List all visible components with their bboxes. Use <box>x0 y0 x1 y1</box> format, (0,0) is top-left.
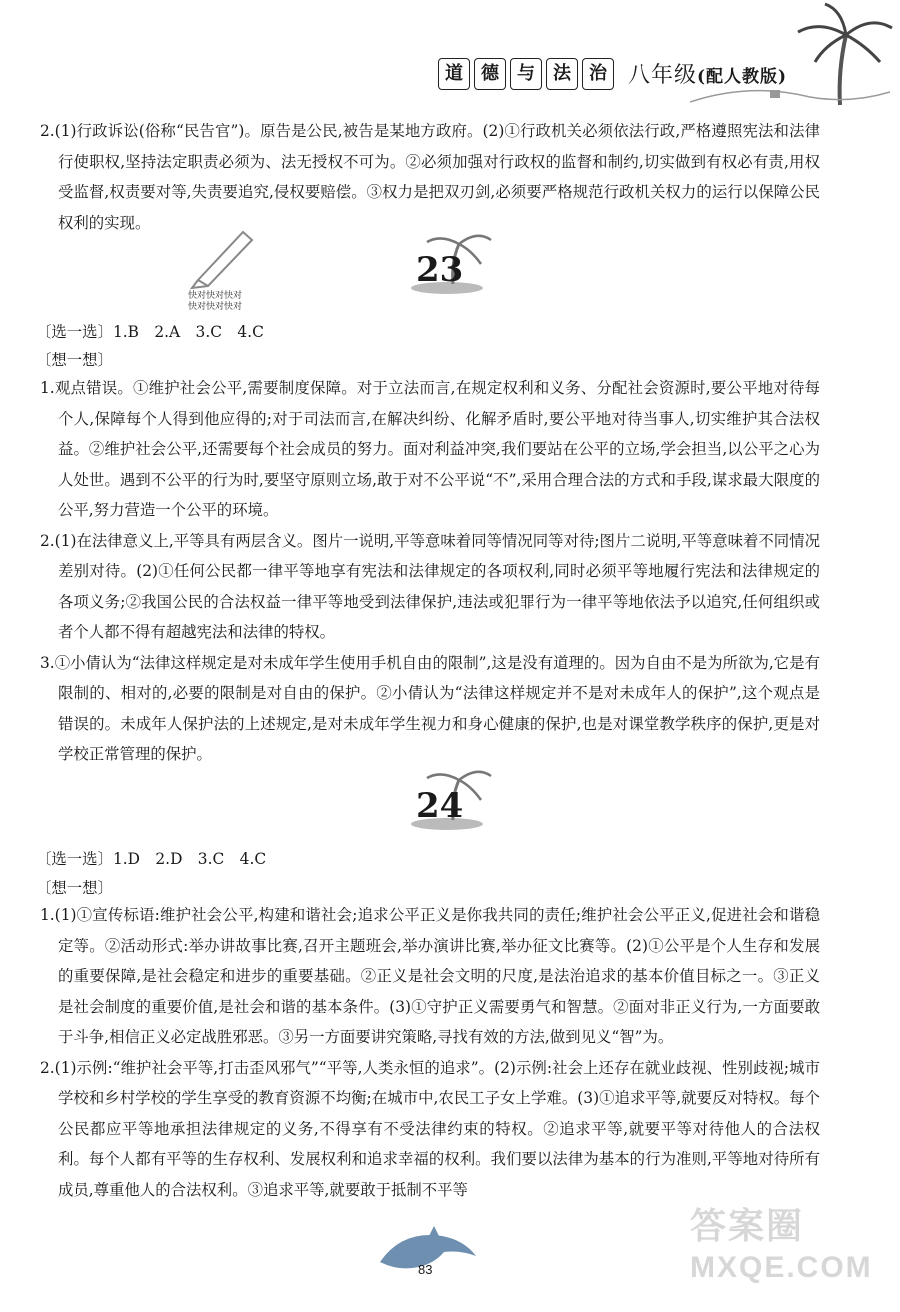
choose-answers: 1.D 2.D 3.C 4.C <box>112 850 267 868</box>
subject-char: 治 <box>582 58 614 90</box>
answer-text: 1.观点错误。①维护社会公平,需要制度保障。对于立法而言,在规定权利和义务、分配社会资源时,要公平地对待每个人,保障每个人得到他应得的;对于司法而言,在解决纠纷、化解矛盾时,要公平地对待当事人,切实维护其合法权益。②维护社会公平,还需要每个社会成员的努力。面对利益冲突,我们要站在公平的立场,学会担当,以公平之心为人处世。遇到不公平的行为时,要坚守原则立场,敢于对不公平说“不”,采用合理合法的方式和手段,谋求最大限度的公平,努力营造一个公平的环境。 <box>40 379 820 519</box>
think-label-23: 〔想一想〕 <box>36 351 113 369</box>
page-number: 83 <box>418 1262 433 1277</box>
answer-text: 2.(1)在法律意义上,平等具有两层含义。图片一说明,平等意味着同等情况同等对待;图片二说明,平等意味着不同情况差别对待。(2)①任何公民都一律平等地享有宪法和法律规定的各项权利,同时必须平等地履行宪法和法律规定的各项义务;②我国公民的合法权益一律平等地受到法律保护,违法或犯罪行为一律平等地依法予以追究,任何组织或者个人都不得有超越宪法和法律的特权。 <box>40 531 820 641</box>
answer-text: 3.①小倩认为“法律这样规定是对未成年学生使用手机自由的限制”,这是没有道理的。因为自由不是为所欲为,它是有限制的、相对的,必要的限制是对自由的保护。②小倩认为“法律这样规定并不是对未成年人的保护”,这个观点是错误的。未成年人保护法的上述规定,是对未成年学生视力和身心健康的保护,也是对课堂教学秩序的保护,更是对学校正常管理的保护。 <box>40 653 820 763</box>
subject-char: 与 <box>510 58 542 90</box>
edition-text: (配人教版) <box>697 67 788 87</box>
subject-title <box>438 58 614 90</box>
watermark-line: MXQE.COM <box>690 1251 873 1284</box>
watermark <box>690 1205 873 1289</box>
stamp-line: 快对快对快对 <box>188 301 243 311</box>
grade-label <box>628 58 787 89</box>
subject-char: 法 <box>546 58 578 90</box>
answer-text: 1.(1)①宣传标语:维护社会公平,构建和谐社会;追求公平正义是你我共同的责任;维护社会公平正义,促进社会和谐稳定等。②活动形式:举办讲故事比赛,召开主题班会,举办演讲比赛,举办征文比赛等。(2)①公平是个人生存和发展的重要保障,是社会稳定和进步的重要基础。②正义是社会文明的尺度,是法治追求的基本价值目标之一。③正义是社会制度的重要价值,是社会和谐的基本条件。(3)①守护正义需要勇气和智慧。②面对非正义行为,一方面要敢于斗争,相信正义必定战胜邪恶。③另一方面要讲究策略,寻找有效的方法,做到见义“智”为。 <box>40 906 820 1046</box>
think-label-24: 〔想一想〕 <box>36 879 113 897</box>
stamp-line: 快对快对快对 <box>188 290 243 300</box>
prev-answer-2 <box>40 116 820 238</box>
choose-label: 〔选一选〕 <box>36 850 113 868</box>
subject-char: 德 <box>474 58 506 90</box>
watermark-line: 答案圈 <box>690 1205 805 1246</box>
pencil-stamp-icon <box>188 220 258 290</box>
choose-answers-24 <box>36 847 266 869</box>
choose-answers: 1.B 2.A 3.C 4.C <box>112 323 264 341</box>
stamp-text <box>188 290 242 312</box>
answer-text: 2.(1)示例:“维护社会平等,打击歪风邪气”“平等,人类永恒的追求”。(2)示例:社会上还存在就业歧视、性别歧视;城市学校和乡村学校的学生享受的教育资源不均衡;在城市中,农民工子女上学难。(3)①追求平等,就要反对特权。每个公民都应平等地承担法律规定的义务,不得享有不受法律约束的特权。②追求平等,就要平等对待他人的合法权利。每个人都有平等的生存权利、发展权利和追求幸福的权利。我们要以法律为基本的行为准则,平等地对待所有成员,尊重他人的合法权利。③追求平等,就要敢于抵制不平等 <box>40 1058 820 1199</box>
grade-text: 八年级 <box>628 63 698 88</box>
choose-label: 〔选一选〕 <box>36 323 113 341</box>
section-number: 23 <box>416 250 464 290</box>
section-number: 24 <box>416 786 464 826</box>
choose-answers-23 <box>36 320 264 342</box>
answers-23 <box>40 373 820 770</box>
subject-char: 道 <box>438 58 470 90</box>
answer-text: 2.(1)行政诉讼(俗称“民告官”)。原告是公民,被告是某地方政府。(2)①行政机关必须依法行政,严格遵照宪法和法律行使职权,坚持法定职责必须为、法无授权不可为。②必须加强对行政权的监督和制约,切实做到有权必有责,用权受监督,权责要对等,失责要追究,侵权要赔偿。③权力是把双刃剑,必须要严格规范行政机关权力的运行以保障公民权利的实现。 <box>40 122 820 232</box>
page-header <box>0 0 900 112</box>
answers-24 <box>40 900 820 1205</box>
